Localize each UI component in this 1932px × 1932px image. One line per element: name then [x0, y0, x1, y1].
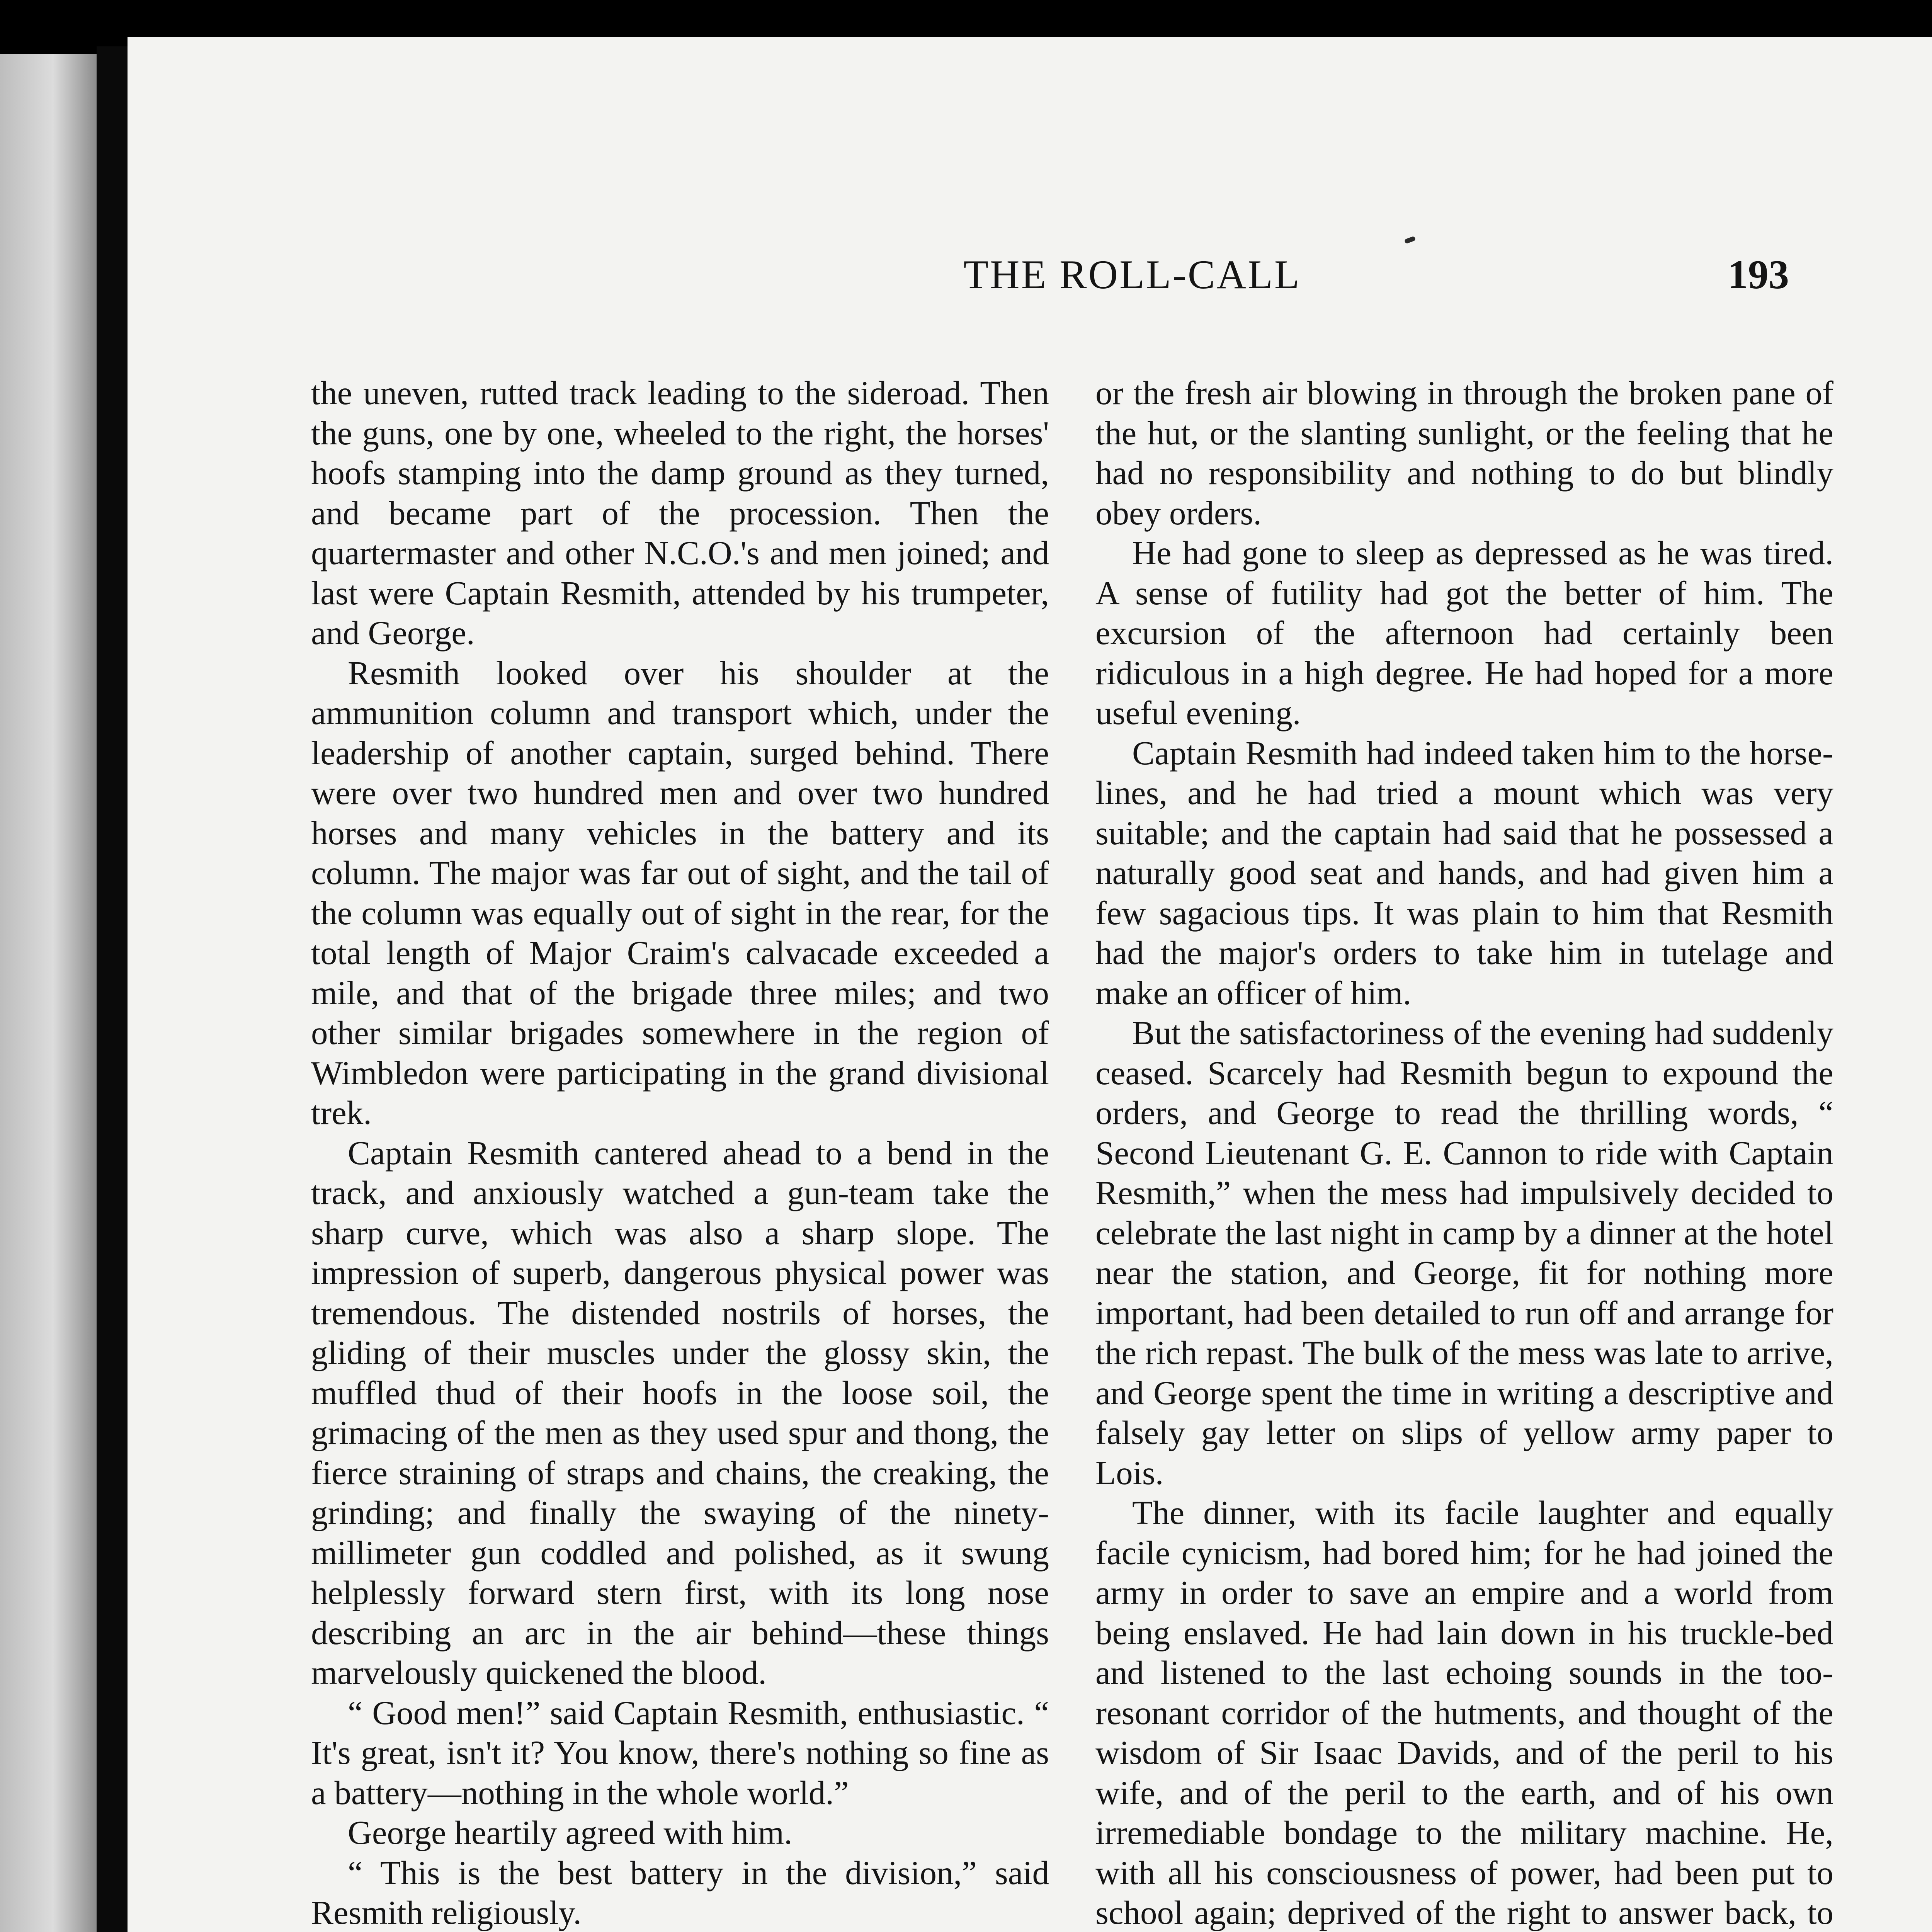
- running-title: THE ROLL-CALL: [963, 252, 1301, 297]
- paragraph: “ Good men!” said Captain Resmith, enthusiastic. “ It's great, isn't it? You know, there's nothing so fine as a battery—nothing in the whole world.”: [311, 1694, 1049, 1811]
- paragraph: the uneven, rutted track leading to the sideroad. Then the guns, one by one, wheeled to the right, the horses' hoofs stamping into the damp ground as they turned, and became part of the procession. Then the quartermaster and other N.C.O.'s and men joined; and last were Captain Resmith, attended by his trumpeter, and George.: [311, 374, 1049, 651]
- paragraph: Resmith looked over his shoulder at the ammunition column and transport which, under the leadership of another captain, surged behind. There were over two hundred men and over two hundred horses and many vehicles in the battery and its column. The major was far out of sight, and the tail of the column was equally out of sight in the rear, for the total length of Major Craim's calvacade exceeded a mile, and that of the brigade three miles; and two other similar brigades somewhere in the region of Wimbledon were participating in the grand divisional trek.: [311, 654, 1049, 1131]
- paragraph: The dinner, with its facile laughter and equally facile cynicism, had bored him; for he had joined the army in order to save an empire and a world from being enslaved. He had lain down in his truckle-bed and listened to the last echoing sounds in the too-resonant corridor of the hutments, and thought of the wisdom of Sir Isaac Davids, and of the peril to his wife, and of the peril to the earth, and of his own irremediable bondage to the military machine. He, with all his consciousness of power, had been put to school again; deprived of the right to answer back, to: [1095, 1494, 1833, 1931]
- paragraph: Captain Resmith had indeed taken him to the horse-lines, and he had tried a mount which was very suitable; and the captain had said that he possessed a naturally good seat and hands, and had given him a few sagacious tips. It was plain to him that Resmith had the major's orders to take him in tutelage and make an officer of him.: [1095, 734, 1833, 1012]
- page-number: 193: [1728, 252, 1789, 297]
- book-page: [128, 37, 1932, 1932]
- ink-speck: [1404, 236, 1416, 244]
- text-column-right: [1095, 373, 1833, 1932]
- book-spine: [97, 46, 128, 1932]
- paragraph: He had gone to sleep as depressed as he was tired. A sense of futility had got the better of him. The excursion of the afternoon had certainly been ridiculous in a high degree. He had hoped for a more useful evening.: [1095, 534, 1833, 731]
- paragraph: “ This is the best battery in the division,” said Resmith religiously.: [311, 1854, 1049, 1931]
- facing-page-edge: [0, 54, 97, 1932]
- paragraph: But the satisfactoriness of the evening had suddenly ceased. Scarcely had Resmith begun to expound the orders, and George to read the thrilling words, “ Second Lieutenant G. E. Cannon to ride with Captain Resmith,” when the mess had impulsively decided to celebrate the last night in camp by a dinner at the hotel near the station, and George, fit for nothing more important, had been detailed to run off and arrange for the rich repast. The bulk of the mess was late to arrive, and George spent the time in writing a descriptive and falsely gay letter on slips of yellow army paper to Lois.: [1095, 1014, 1833, 1492]
- paragraph: or the fresh air blowing in through the broken pane of the hut, or the slanting sunlight, or the feeling that he had no responsibility and nothing to do but blindly obey orders.: [1095, 374, 1833, 532]
- paragraph: George heartily agreed with him.: [348, 1814, 793, 1851]
- paragraph: Captain Resmith cantered ahead to a bend in the track, and anxiously watched a gun-team take the sharp curve, which was also a sharp slope. The impression of superb, dangerous physical power was tremendous. The distended nostrils of horses, the gliding of their muscles under the glossy skin, the muffled thud of their hoofs in the loose soil, the grimacing of the men as they used spur and thong, the fierce straining of straps and chains, the creaking, the grinding; and finally the swaying of the ninety-millimeter gun coddled and polished, as it swung helplessly forward stern first, with its long nose describing an arc in the air behind—these things marvelously quickened the blood.: [311, 1134, 1049, 1691]
- text-column-left: [311, 373, 1049, 1932]
- page-header: [128, 251, 1932, 313]
